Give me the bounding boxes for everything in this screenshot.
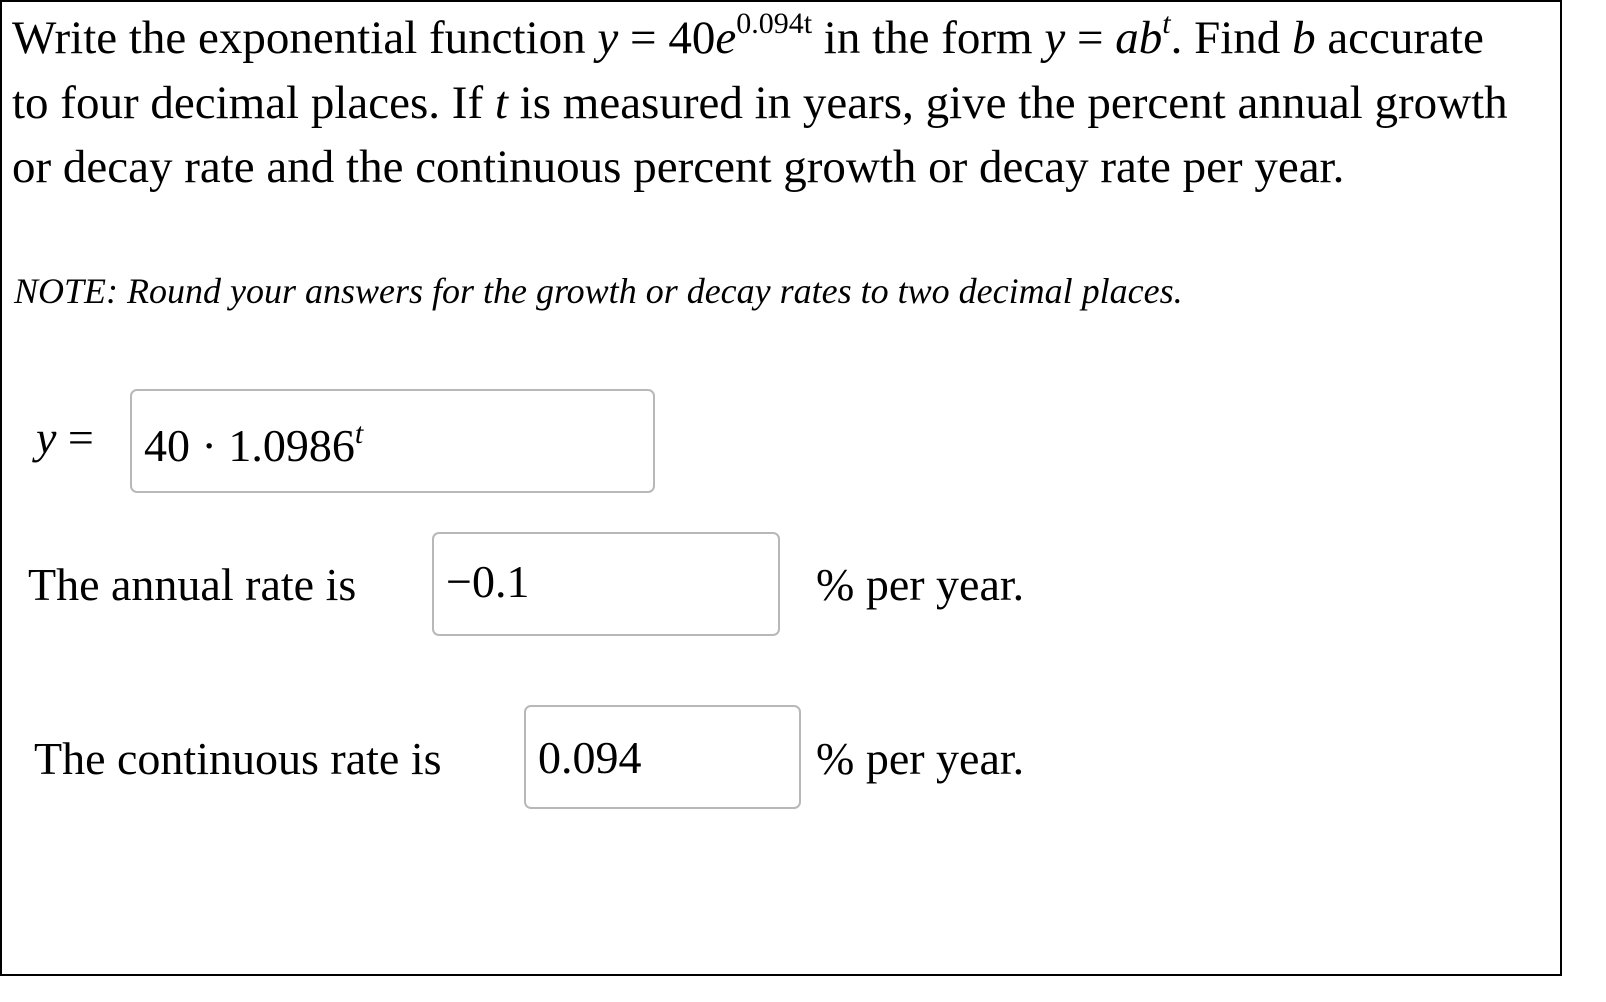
form-ab: ab: [1115, 12, 1163, 64]
y-answer-value: 40 · 1.0986: [144, 420, 355, 471]
question-middle: in the form: [812, 12, 1045, 64]
given-base-e: e: [715, 12, 737, 64]
given-exponent-text: 0.094t: [736, 7, 813, 41]
y-label-equals: =: [56, 412, 94, 463]
annual-rate-input[interactable]: [432, 532, 780, 636]
y-answer-input[interactable]: [130, 389, 655, 493]
rounding-note: NOTE: Round your answers for the growth or decay rates to two decimal places.: [14, 271, 1183, 311]
form-equals: =: [1065, 12, 1116, 64]
question-intro: Write the exponential function: [12, 12, 598, 64]
y-label-variable: y: [36, 412, 57, 463]
given-equals: =: [618, 12, 669, 64]
question-text: [12, 6, 1522, 200]
given-coefficient: 40: [668, 12, 716, 64]
b-variable: b: [1292, 12, 1316, 64]
annual-rate-value: −0.1: [446, 556, 530, 607]
form-exponent: t: [1162, 7, 1171, 41]
given-exponent: [736, 7, 812, 40]
question-find: . Find: [1170, 12, 1293, 64]
t-variable: t: [494, 76, 508, 129]
continuous-rate-value: 0.094: [538, 732, 642, 783]
y-answer-exponent: t: [354, 416, 364, 450]
continuous-rate-unit: % per year.: [816, 733, 1025, 784]
form-y-variable: y: [1044, 12, 1066, 64]
question-accurate: accurate to four decimal places. If: [12, 12, 1484, 129]
annual-rate-unit: % per year.: [816, 559, 1025, 610]
question-rest: is measured in years, give the percent annual growth or decay rate and the continuous percent growth or decay rate per year.: [12, 76, 1508, 193]
continuous-rate-label: The continuous rate is: [34, 733, 442, 784]
given-y-variable: y: [597, 12, 619, 64]
y-answer-label: [36, 411, 94, 464]
continuous-rate-input[interactable]: [524, 705, 801, 809]
annual-rate-label: The annual rate is: [28, 559, 357, 610]
